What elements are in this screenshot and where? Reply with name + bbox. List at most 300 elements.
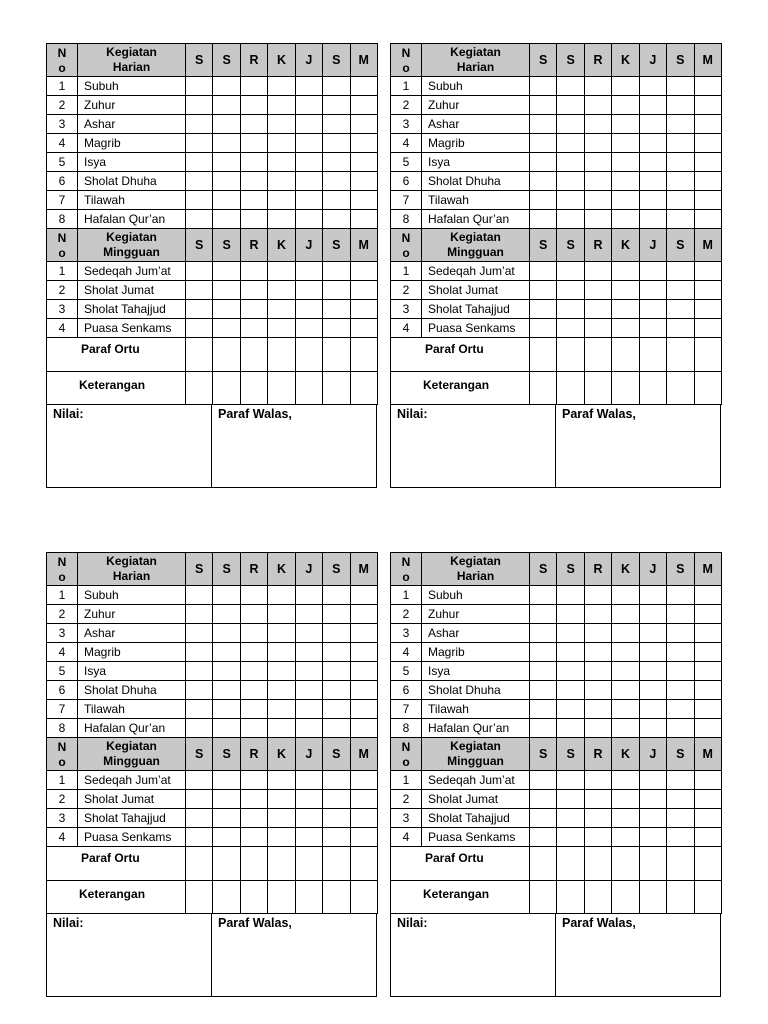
checkbox-cell[interactable] — [612, 809, 639, 828]
keterangan-cell[interactable] — [694, 880, 721, 914]
keterangan-cell[interactable] — [295, 880, 322, 914]
checkbox-cell[interactable] — [295, 96, 322, 115]
checkbox-cell[interactable] — [530, 681, 557, 700]
checkbox-cell[interactable] — [213, 719, 240, 738]
checkbox-cell[interactable] — [639, 300, 666, 319]
keterangan-cell[interactable] — [557, 880, 584, 914]
checkbox-cell[interactable] — [213, 809, 240, 828]
checkbox-cell[interactable] — [612, 662, 639, 681]
checkbox-cell[interactable] — [213, 300, 240, 319]
checkbox-cell[interactable] — [186, 719, 213, 738]
checkbox-cell[interactable] — [213, 605, 240, 624]
checkbox-cell[interactable] — [295, 624, 322, 643]
checkbox-cell[interactable] — [530, 210, 557, 229]
paraf-ortu-cell[interactable] — [350, 847, 377, 881]
checkbox-cell[interactable] — [530, 624, 557, 643]
keterangan-cell[interactable] — [557, 371, 584, 405]
checkbox-cell[interactable] — [295, 809, 322, 828]
checkbox-cell[interactable] — [694, 719, 721, 738]
checkbox-cell[interactable] — [240, 262, 267, 281]
checkbox-cell[interactable] — [639, 790, 666, 809]
checkbox-cell[interactable] — [584, 586, 611, 605]
checkbox-cell[interactable] — [295, 115, 322, 134]
checkbox-cell[interactable] — [530, 719, 557, 738]
checkbox-cell[interactable] — [667, 700, 694, 719]
checkbox-cell[interactable] — [213, 828, 240, 847]
keterangan-cell[interactable] — [667, 371, 694, 405]
checkbox-cell[interactable] — [694, 771, 721, 790]
checkbox-cell[interactable] — [694, 172, 721, 191]
checkbox-cell[interactable] — [240, 191, 267, 210]
checkbox-cell[interactable] — [240, 96, 267, 115]
checkbox-cell[interactable] — [612, 681, 639, 700]
checkbox-cell[interactable] — [213, 681, 240, 700]
checkbox-cell[interactable] — [639, 700, 666, 719]
checkbox-cell[interactable] — [186, 153, 213, 172]
paraf-ortu-cell[interactable] — [268, 847, 295, 881]
checkbox-cell[interactable] — [557, 662, 584, 681]
checkbox-cell[interactable] — [557, 700, 584, 719]
checkbox-cell[interactable] — [584, 681, 611, 700]
checkbox-cell[interactable] — [667, 210, 694, 229]
checkbox-cell[interactable] — [350, 790, 377, 809]
checkbox-cell[interactable] — [240, 809, 267, 828]
checkbox-cell[interactable] — [186, 210, 213, 229]
checkbox-cell[interactable] — [323, 191, 350, 210]
checkbox-cell[interactable] — [240, 281, 267, 300]
checkbox-cell[interactable] — [694, 115, 721, 134]
checkbox-cell[interactable] — [213, 96, 240, 115]
checkbox-cell[interactable] — [240, 300, 267, 319]
keterangan-cell[interactable] — [530, 880, 557, 914]
keterangan-cell[interactable] — [268, 371, 295, 405]
checkbox-cell[interactable] — [639, 172, 666, 191]
checkbox-cell[interactable] — [213, 319, 240, 338]
checkbox-cell[interactable] — [557, 134, 584, 153]
checkbox-cell[interactable] — [639, 828, 666, 847]
paraf-ortu-cell[interactable] — [639, 338, 666, 372]
checkbox-cell[interactable] — [639, 153, 666, 172]
checkbox-cell[interactable] — [530, 172, 557, 191]
keterangan-cell[interactable] — [323, 880, 350, 914]
checkbox-cell[interactable] — [557, 719, 584, 738]
checkbox-cell[interactable] — [186, 281, 213, 300]
checkbox-cell[interactable] — [186, 172, 213, 191]
checkbox-cell[interactable] — [240, 153, 267, 172]
checkbox-cell[interactable] — [667, 77, 694, 96]
checkbox-cell[interactable] — [557, 210, 584, 229]
checkbox-cell[interactable] — [667, 281, 694, 300]
checkbox-cell[interactable] — [240, 700, 267, 719]
paraf-ortu-cell[interactable] — [323, 847, 350, 881]
checkbox-cell[interactable] — [557, 96, 584, 115]
checkbox-cell[interactable] — [240, 771, 267, 790]
paraf-ortu-cell[interactable] — [213, 847, 240, 881]
checkbox-cell[interactable] — [639, 771, 666, 790]
checkbox-cell[interactable] — [584, 77, 611, 96]
checkbox-cell[interactable] — [612, 643, 639, 662]
checkbox-cell[interactable] — [186, 134, 213, 153]
checkbox-cell[interactable] — [694, 153, 721, 172]
checkbox-cell[interactable] — [323, 210, 350, 229]
checkbox-cell[interactable] — [213, 586, 240, 605]
checkbox-cell[interactable] — [530, 77, 557, 96]
checkbox-cell[interactable] — [213, 643, 240, 662]
checkbox-cell[interactable] — [557, 624, 584, 643]
checkbox-cell[interactable] — [350, 662, 377, 681]
checkbox-cell[interactable] — [639, 77, 666, 96]
keterangan-cell[interactable] — [584, 880, 611, 914]
checkbox-cell[interactable] — [530, 586, 557, 605]
checkbox-cell[interactable] — [186, 191, 213, 210]
paraf-ortu-cell[interactable] — [268, 338, 295, 372]
checkbox-cell[interactable] — [612, 700, 639, 719]
checkbox-cell[interactable] — [295, 262, 322, 281]
keterangan-cell[interactable] — [240, 371, 267, 405]
checkbox-cell[interactable] — [612, 281, 639, 300]
checkbox-cell[interactable] — [350, 300, 377, 319]
checkbox-cell[interactable] — [639, 624, 666, 643]
checkbox-cell[interactable] — [240, 319, 267, 338]
paraf-ortu-cell[interactable] — [530, 847, 557, 881]
checkbox-cell[interactable] — [584, 153, 611, 172]
checkbox-cell[interactable] — [639, 662, 666, 681]
checkbox-cell[interactable] — [323, 300, 350, 319]
checkbox-cell[interactable] — [268, 662, 295, 681]
checkbox-cell[interactable] — [584, 809, 611, 828]
checkbox-cell[interactable] — [584, 96, 611, 115]
checkbox-cell[interactable] — [213, 624, 240, 643]
checkbox-cell[interactable] — [350, 77, 377, 96]
checkbox-cell[interactable] — [612, 172, 639, 191]
checkbox-cell[interactable] — [323, 96, 350, 115]
paraf-ortu-cell[interactable] — [584, 338, 611, 372]
checkbox-cell[interactable] — [186, 809, 213, 828]
paraf-ortu-cell[interactable] — [667, 847, 694, 881]
checkbox-cell[interactable] — [268, 586, 295, 605]
checkbox-cell[interactable] — [694, 134, 721, 153]
checkbox-cell[interactable] — [350, 96, 377, 115]
checkbox-cell[interactable] — [667, 643, 694, 662]
checkbox-cell[interactable] — [213, 77, 240, 96]
checkbox-cell[interactable] — [639, 191, 666, 210]
checkbox-cell[interactable] — [295, 319, 322, 338]
paraf-ortu-cell[interactable] — [186, 338, 213, 372]
paraf-ortu-cell[interactable] — [612, 338, 639, 372]
checkbox-cell[interactable] — [639, 586, 666, 605]
checkbox-cell[interactable] — [612, 77, 639, 96]
keterangan-cell[interactable] — [186, 371, 213, 405]
checkbox-cell[interactable] — [557, 115, 584, 134]
checkbox-cell[interactable] — [268, 681, 295, 700]
checkbox-cell[interactable] — [612, 586, 639, 605]
checkbox-cell[interactable] — [584, 134, 611, 153]
checkbox-cell[interactable] — [240, 828, 267, 847]
checkbox-cell[interactable] — [350, 134, 377, 153]
checkbox-cell[interactable] — [268, 262, 295, 281]
checkbox-cell[interactable] — [667, 771, 694, 790]
checkbox-cell[interactable] — [268, 281, 295, 300]
checkbox-cell[interactable] — [186, 643, 213, 662]
keterangan-cell[interactable] — [213, 371, 240, 405]
checkbox-cell[interactable] — [268, 771, 295, 790]
checkbox-cell[interactable] — [694, 96, 721, 115]
checkbox-cell[interactable] — [186, 828, 213, 847]
checkbox-cell[interactable] — [186, 77, 213, 96]
keterangan-cell[interactable] — [268, 880, 295, 914]
checkbox-cell[interactable] — [667, 662, 694, 681]
checkbox-cell[interactable] — [667, 681, 694, 700]
checkbox-cell[interactable] — [295, 77, 322, 96]
paraf-ortu-cell[interactable] — [295, 338, 322, 372]
checkbox-cell[interactable] — [323, 586, 350, 605]
checkbox-cell[interactable] — [557, 771, 584, 790]
checkbox-cell[interactable] — [530, 300, 557, 319]
checkbox-cell[interactable] — [530, 281, 557, 300]
checkbox-cell[interactable] — [186, 624, 213, 643]
checkbox-cell[interactable] — [557, 605, 584, 624]
checkbox-cell[interactable] — [350, 153, 377, 172]
checkbox-cell[interactable] — [323, 115, 350, 134]
checkbox-cell[interactable] — [268, 643, 295, 662]
checkbox-cell[interactable] — [323, 662, 350, 681]
paraf-ortu-cell[interactable] — [240, 847, 267, 881]
checkbox-cell[interactable] — [240, 719, 267, 738]
checkbox-cell[interactable] — [584, 191, 611, 210]
checkbox-cell[interactable] — [612, 300, 639, 319]
checkbox-cell[interactable] — [295, 643, 322, 662]
checkbox-cell[interactable] — [530, 790, 557, 809]
checkbox-cell[interactable] — [612, 790, 639, 809]
checkbox-cell[interactable] — [213, 281, 240, 300]
checkbox-cell[interactable] — [639, 134, 666, 153]
keterangan-cell[interactable] — [295, 371, 322, 405]
checkbox-cell[interactable] — [323, 681, 350, 700]
checkbox-cell[interactable] — [295, 719, 322, 738]
checkbox-cell[interactable] — [268, 700, 295, 719]
checkbox-cell[interactable] — [240, 643, 267, 662]
checkbox-cell[interactable] — [213, 153, 240, 172]
checkbox-cell[interactable] — [323, 624, 350, 643]
paraf-ortu-cell[interactable] — [557, 338, 584, 372]
checkbox-cell[interactable] — [186, 771, 213, 790]
keterangan-cell[interactable] — [612, 880, 639, 914]
checkbox-cell[interactable] — [667, 828, 694, 847]
checkbox-cell[interactable] — [350, 700, 377, 719]
checkbox-cell[interactable] — [295, 134, 322, 153]
checkbox-cell[interactable] — [584, 662, 611, 681]
checkbox-cell[interactable] — [268, 300, 295, 319]
checkbox-cell[interactable] — [557, 77, 584, 96]
checkbox-cell[interactable] — [186, 790, 213, 809]
paraf-ortu-cell[interactable] — [240, 338, 267, 372]
checkbox-cell[interactable] — [530, 191, 557, 210]
keterangan-cell[interactable] — [350, 371, 377, 405]
checkbox-cell[interactable] — [530, 605, 557, 624]
checkbox-cell[interactable] — [240, 662, 267, 681]
paraf-ortu-cell[interactable] — [667, 338, 694, 372]
checkbox-cell[interactable] — [213, 700, 240, 719]
checkbox-cell[interactable] — [584, 828, 611, 847]
checkbox-cell[interactable] — [557, 319, 584, 338]
checkbox-cell[interactable] — [350, 643, 377, 662]
checkbox-cell[interactable] — [612, 210, 639, 229]
checkbox-cell[interactable] — [667, 96, 694, 115]
checkbox-cell[interactable] — [350, 319, 377, 338]
checkbox-cell[interactable] — [295, 210, 322, 229]
checkbox-cell[interactable] — [186, 681, 213, 700]
checkbox-cell[interactable] — [557, 681, 584, 700]
checkbox-cell[interactable] — [612, 262, 639, 281]
checkbox-cell[interactable] — [667, 719, 694, 738]
checkbox-cell[interactable] — [350, 262, 377, 281]
checkbox-cell[interactable] — [295, 790, 322, 809]
checkbox-cell[interactable] — [186, 605, 213, 624]
checkbox-cell[interactable] — [268, 77, 295, 96]
checkbox-cell[interactable] — [667, 191, 694, 210]
keterangan-cell[interactable] — [667, 880, 694, 914]
checkbox-cell[interactable] — [584, 319, 611, 338]
keterangan-cell[interactable] — [612, 371, 639, 405]
checkbox-cell[interactable] — [213, 790, 240, 809]
checkbox-cell[interactable] — [213, 771, 240, 790]
checkbox-cell[interactable] — [268, 828, 295, 847]
checkbox-cell[interactable] — [323, 643, 350, 662]
keterangan-cell[interactable] — [530, 371, 557, 405]
checkbox-cell[interactable] — [295, 153, 322, 172]
checkbox-cell[interactable] — [530, 262, 557, 281]
paraf-ortu-cell[interactable] — [612, 847, 639, 881]
checkbox-cell[interactable] — [694, 300, 721, 319]
checkbox-cell[interactable] — [694, 681, 721, 700]
checkbox-cell[interactable] — [268, 210, 295, 229]
checkbox-cell[interactable] — [694, 191, 721, 210]
checkbox-cell[interactable] — [323, 281, 350, 300]
checkbox-cell[interactable] — [584, 700, 611, 719]
checkbox-cell[interactable] — [295, 172, 322, 191]
checkbox-cell[interactable] — [350, 172, 377, 191]
checkbox-cell[interactable] — [667, 172, 694, 191]
checkbox-cell[interactable] — [240, 172, 267, 191]
checkbox-cell[interactable] — [213, 134, 240, 153]
checkbox-cell[interactable] — [268, 115, 295, 134]
checkbox-cell[interactable] — [240, 210, 267, 229]
checkbox-cell[interactable] — [295, 191, 322, 210]
checkbox-cell[interactable] — [612, 153, 639, 172]
checkbox-cell[interactable] — [639, 262, 666, 281]
checkbox-cell[interactable] — [530, 643, 557, 662]
checkbox-cell[interactable] — [323, 134, 350, 153]
checkbox-cell[interactable] — [213, 172, 240, 191]
checkbox-cell[interactable] — [557, 300, 584, 319]
checkbox-cell[interactable] — [557, 586, 584, 605]
checkbox-cell[interactable] — [612, 771, 639, 790]
checkbox-cell[interactable] — [557, 172, 584, 191]
checkbox-cell[interactable] — [323, 153, 350, 172]
checkbox-cell[interactable] — [295, 828, 322, 847]
checkbox-cell[interactable] — [694, 319, 721, 338]
checkbox-cell[interactable] — [240, 605, 267, 624]
checkbox-cell[interactable] — [213, 210, 240, 229]
checkbox-cell[interactable] — [295, 281, 322, 300]
paraf-ortu-cell[interactable] — [584, 847, 611, 881]
checkbox-cell[interactable] — [186, 115, 213, 134]
checkbox-cell[interactable] — [694, 586, 721, 605]
checkbox-cell[interactable] — [323, 700, 350, 719]
checkbox-cell[interactable] — [240, 681, 267, 700]
checkbox-cell[interactable] — [612, 828, 639, 847]
checkbox-cell[interactable] — [530, 809, 557, 828]
paraf-ortu-cell[interactable] — [694, 338, 721, 372]
checkbox-cell[interactable] — [694, 828, 721, 847]
checkbox-cell[interactable] — [323, 77, 350, 96]
checkbox-cell[interactable] — [530, 115, 557, 134]
checkbox-cell[interactable] — [186, 262, 213, 281]
keterangan-cell[interactable] — [323, 371, 350, 405]
checkbox-cell[interactable] — [213, 662, 240, 681]
checkbox-cell[interactable] — [612, 115, 639, 134]
checkbox-cell[interactable] — [694, 662, 721, 681]
checkbox-cell[interactable] — [584, 172, 611, 191]
paraf-ortu-cell[interactable] — [350, 338, 377, 372]
checkbox-cell[interactable] — [667, 790, 694, 809]
paraf-ortu-cell[interactable] — [295, 847, 322, 881]
checkbox-cell[interactable] — [350, 210, 377, 229]
checkbox-cell[interactable] — [694, 643, 721, 662]
checkbox-cell[interactable] — [213, 262, 240, 281]
checkbox-cell[interactable] — [530, 153, 557, 172]
paraf-ortu-cell[interactable] — [186, 847, 213, 881]
checkbox-cell[interactable] — [323, 319, 350, 338]
checkbox-cell[interactable] — [186, 662, 213, 681]
checkbox-cell[interactable] — [557, 809, 584, 828]
checkbox-cell[interactable] — [268, 319, 295, 338]
checkbox-cell[interactable] — [694, 790, 721, 809]
checkbox-cell[interactable] — [350, 809, 377, 828]
checkbox-cell[interactable] — [694, 281, 721, 300]
paraf-ortu-cell[interactable] — [323, 338, 350, 372]
checkbox-cell[interactable] — [350, 586, 377, 605]
checkbox-cell[interactable] — [557, 643, 584, 662]
checkbox-cell[interactable] — [268, 134, 295, 153]
checkbox-cell[interactable] — [268, 790, 295, 809]
checkbox-cell[interactable] — [350, 191, 377, 210]
checkbox-cell[interactable] — [667, 605, 694, 624]
checkbox-cell[interactable] — [323, 719, 350, 738]
keterangan-cell[interactable] — [240, 880, 267, 914]
checkbox-cell[interactable] — [530, 828, 557, 847]
checkbox-cell[interactable] — [557, 828, 584, 847]
checkbox-cell[interactable] — [268, 172, 295, 191]
checkbox-cell[interactable] — [667, 300, 694, 319]
checkbox-cell[interactable] — [186, 96, 213, 115]
checkbox-cell[interactable] — [584, 300, 611, 319]
checkbox-cell[interactable] — [295, 662, 322, 681]
checkbox-cell[interactable] — [240, 586, 267, 605]
keterangan-cell[interactable] — [694, 371, 721, 405]
checkbox-cell[interactable] — [268, 153, 295, 172]
checkbox-cell[interactable] — [639, 115, 666, 134]
checkbox-cell[interactable] — [186, 319, 213, 338]
checkbox-cell[interactable] — [350, 828, 377, 847]
checkbox-cell[interactable] — [667, 262, 694, 281]
checkbox-cell[interactable] — [584, 790, 611, 809]
keterangan-cell[interactable] — [639, 880, 666, 914]
keterangan-cell[interactable] — [213, 880, 240, 914]
checkbox-cell[interactable] — [584, 624, 611, 643]
checkbox-cell[interactable] — [323, 605, 350, 624]
checkbox-cell[interactable] — [268, 719, 295, 738]
